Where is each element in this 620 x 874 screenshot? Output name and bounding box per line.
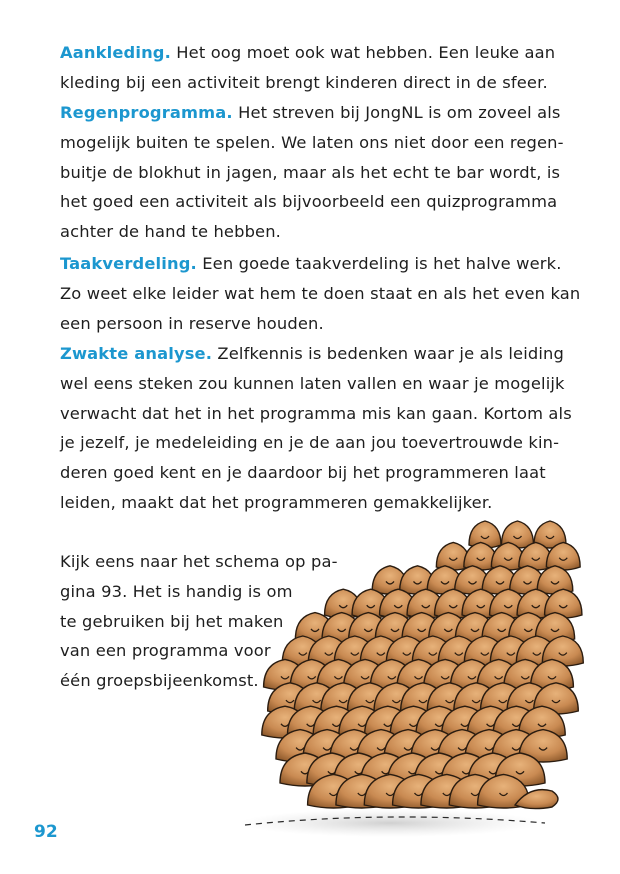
paragraph-line: wel eens steken zou kunnen laten vallen en waar je mogelijk [60,373,565,393]
pinecone-scales [262,521,584,808]
term-taakverdeling: Taakverdeling. [60,254,197,273]
text-segment: Het streven bij JongNL is om zoveel als [232,103,561,122]
paragraph-taakverdeling [60,249,581,338]
paragraph-line [60,339,564,369]
term-regenprogramma: Regenprogramma. [60,103,233,122]
paragraph-line: buitje de blokhut in jagen, maar als het echt te bar wordt, is [60,162,561,182]
paragraph-line: Zo weet elke leider wat hem te doen staat en als het even kan [60,283,581,303]
paragraph-line: verwacht dat het in het programma mis kan gaan. Kortom als [60,403,572,423]
paragraph-line: mogelijk buiten te spelen. We laten ons niet door een regen- [60,132,564,152]
paragraph-line [60,38,560,68]
text-segment: Het oog moet ook wat hebben. Een leuke aan [170,43,556,62]
paragraph-line: het goed een activiteit als bijvoorbeeld een quizprogramma [60,192,558,212]
page-number: 92 [34,822,58,842]
paragraph-line: achter de hand te hebben. [60,222,282,242]
paragraph-zwakte-analyse [60,339,572,518]
term-zwakte-analyse: Zwakte analyse. [60,344,213,363]
paragraph-line: deren goed kent en je daardoor bij het programmeren laat [60,463,546,483]
text-segment: Zelfkennis is bedenken waar je als leiding [212,344,564,363]
paragraph-line: Kijk eens naar het schema op pa- [60,552,338,571]
text-segment: Een goede taakverdeling is het halve werk. [196,254,562,273]
paragraph-line: kleding bij een activiteit brengt kinderen direct in de sfeer. [60,72,548,92]
paragraph-line: één groepsbijeenkomst. [60,671,259,691]
term-aankleding: Aankleding. [60,43,171,62]
paragraph-line: van een programma voor [60,641,271,661]
ground-shadow [240,809,540,837]
paragraph-line: je jezelf, je medeleiding en je de aan jou toevertrouwde kin- [60,433,560,453]
paragraph-line: leiden, maakt dat het programmeren gemakkelijker. [60,492,493,512]
paragraph-line: te gebruiken bij het maken [60,611,284,631]
paragraph-line [60,249,560,279]
paragraph-regenprogramma [60,98,564,247]
paragraph-aankleding [60,38,560,98]
pinecone-illustration [230,505,590,855]
paragraph-line: een persoon in reserve houden. [60,313,324,333]
paragraph-line [60,98,560,128]
paragraph-line: gina 93. Het is handig is om [60,581,293,601]
